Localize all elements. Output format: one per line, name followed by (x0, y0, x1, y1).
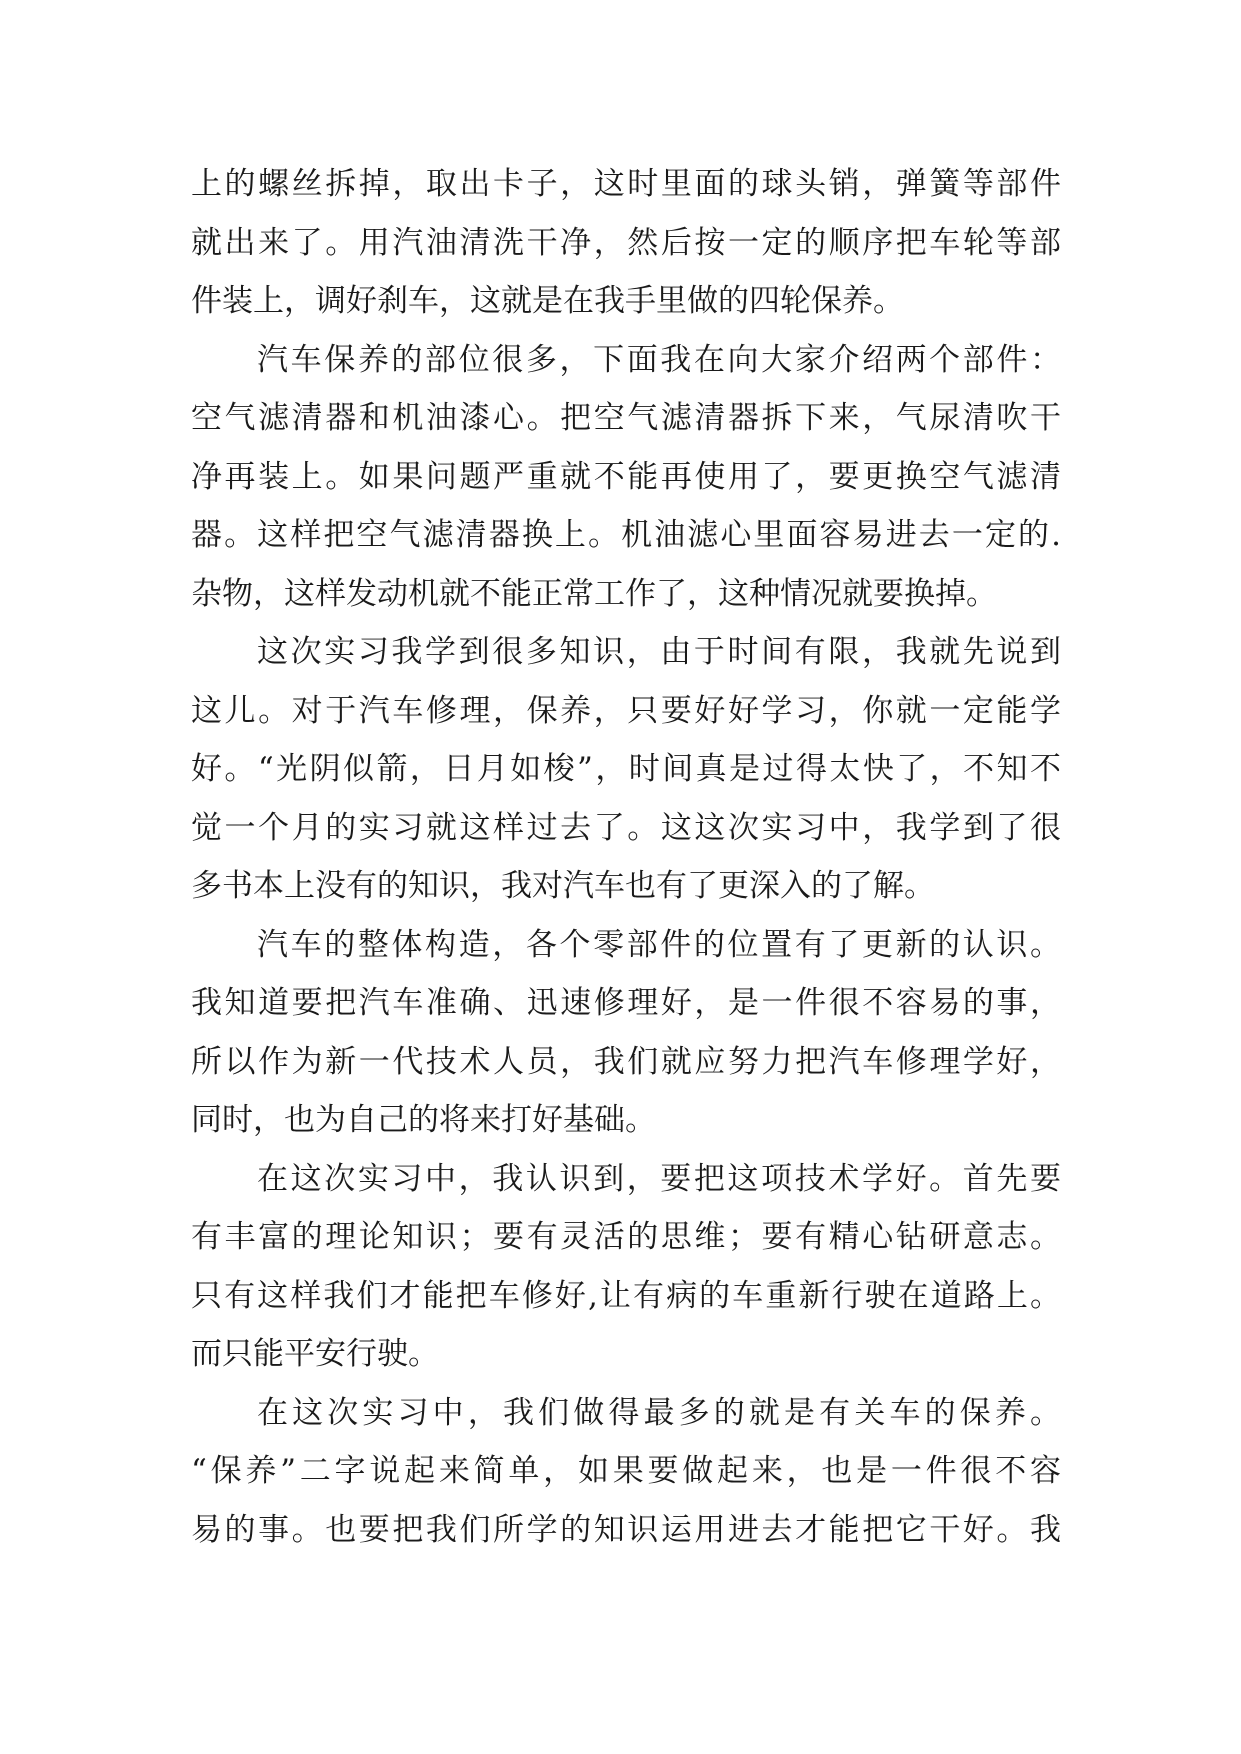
text-line: 净再装上。如果问题严重就不能再使用了，要更换空气滤清 (191, 458, 1061, 495)
text-line: “保养”二字说起来简单，如果要做起来，也是一件很不容 (191, 1453, 1061, 1489)
text-line: 有丰富的理论知识；要有灵活的思维；要有精心钻研意志。 (191, 1219, 1061, 1255)
document-page (191, 155, 1061, 1559)
text-line: 器。这样把空气滤清器换上。机油滤心里面容易进去一定的. (191, 517, 1061, 553)
text-line: 这儿。对于汽车修理，保养，只要好好学习，你就一定能学 (191, 692, 1061, 729)
text-line: 空气滤清器和机油漆心。把空气滤清器拆下来，气尿清吹干 (191, 400, 1061, 436)
text-line: 所以作为新一代技术人员，我们就应努力把汽车修理学好， (191, 1043, 1061, 1080)
text-line: 杂物，这样发动机就不能正常工作了，这种情况就要换掉。 (191, 575, 997, 612)
text-line: 汽车的整体构造，各个零部件的位置有了更新的认识。 (257, 926, 1061, 963)
text-line: 上的螺丝拆掉，取出卡子，这时里面的球头销，弹簧等部件 (191, 166, 1061, 202)
text-line: 而只能平安行驶。 (191, 1336, 439, 1372)
text-line: 就出来了。用汽油清洗干净，然后按一定的顺序把车轮等部 (191, 224, 1061, 261)
text-line: 觉一个月的实习就这样过去了。这这次实习中，我学到了很 (191, 809, 1061, 846)
text-line: 在这次实习中，我们做得最多的就是有关车的保养。 (257, 1394, 1061, 1431)
text-line: 同时，也为自己的将来打好基础。 (191, 1102, 656, 1138)
text-line: 只有这样我们才能把车修好,让有病的车重新行驶在道路上。 (191, 1277, 1061, 1314)
text-line: 易的事。也要把我们所学的知识运用进去才能把它干好。我 (191, 1511, 1061, 1548)
text-line: 好。“光阴似箭，日月如梭”，时间真是过得太快了，不知不 (191, 751, 1061, 787)
text-line: 汽车保养的部位很多，下面我在向大家介绍两个部件： (257, 341, 1061, 378)
text-line: 我知道要把汽车准确、迅速修理好，是一件很不容易的事， (191, 985, 1061, 1021)
text-line: 件装上，调好刹车，这就是在我手里做的四轮保养。 (191, 283, 904, 319)
text-line: 这次实习我学到很多知识，由于时间有限，我就先说到 (257, 634, 1061, 670)
text-line: 多书本上没有的知识，我对汽车也有了更深入的了解。 (191, 868, 935, 904)
text-line: 在这次实习中，我认识到，要把这项技术学好。首先要 (257, 1160, 1061, 1197)
